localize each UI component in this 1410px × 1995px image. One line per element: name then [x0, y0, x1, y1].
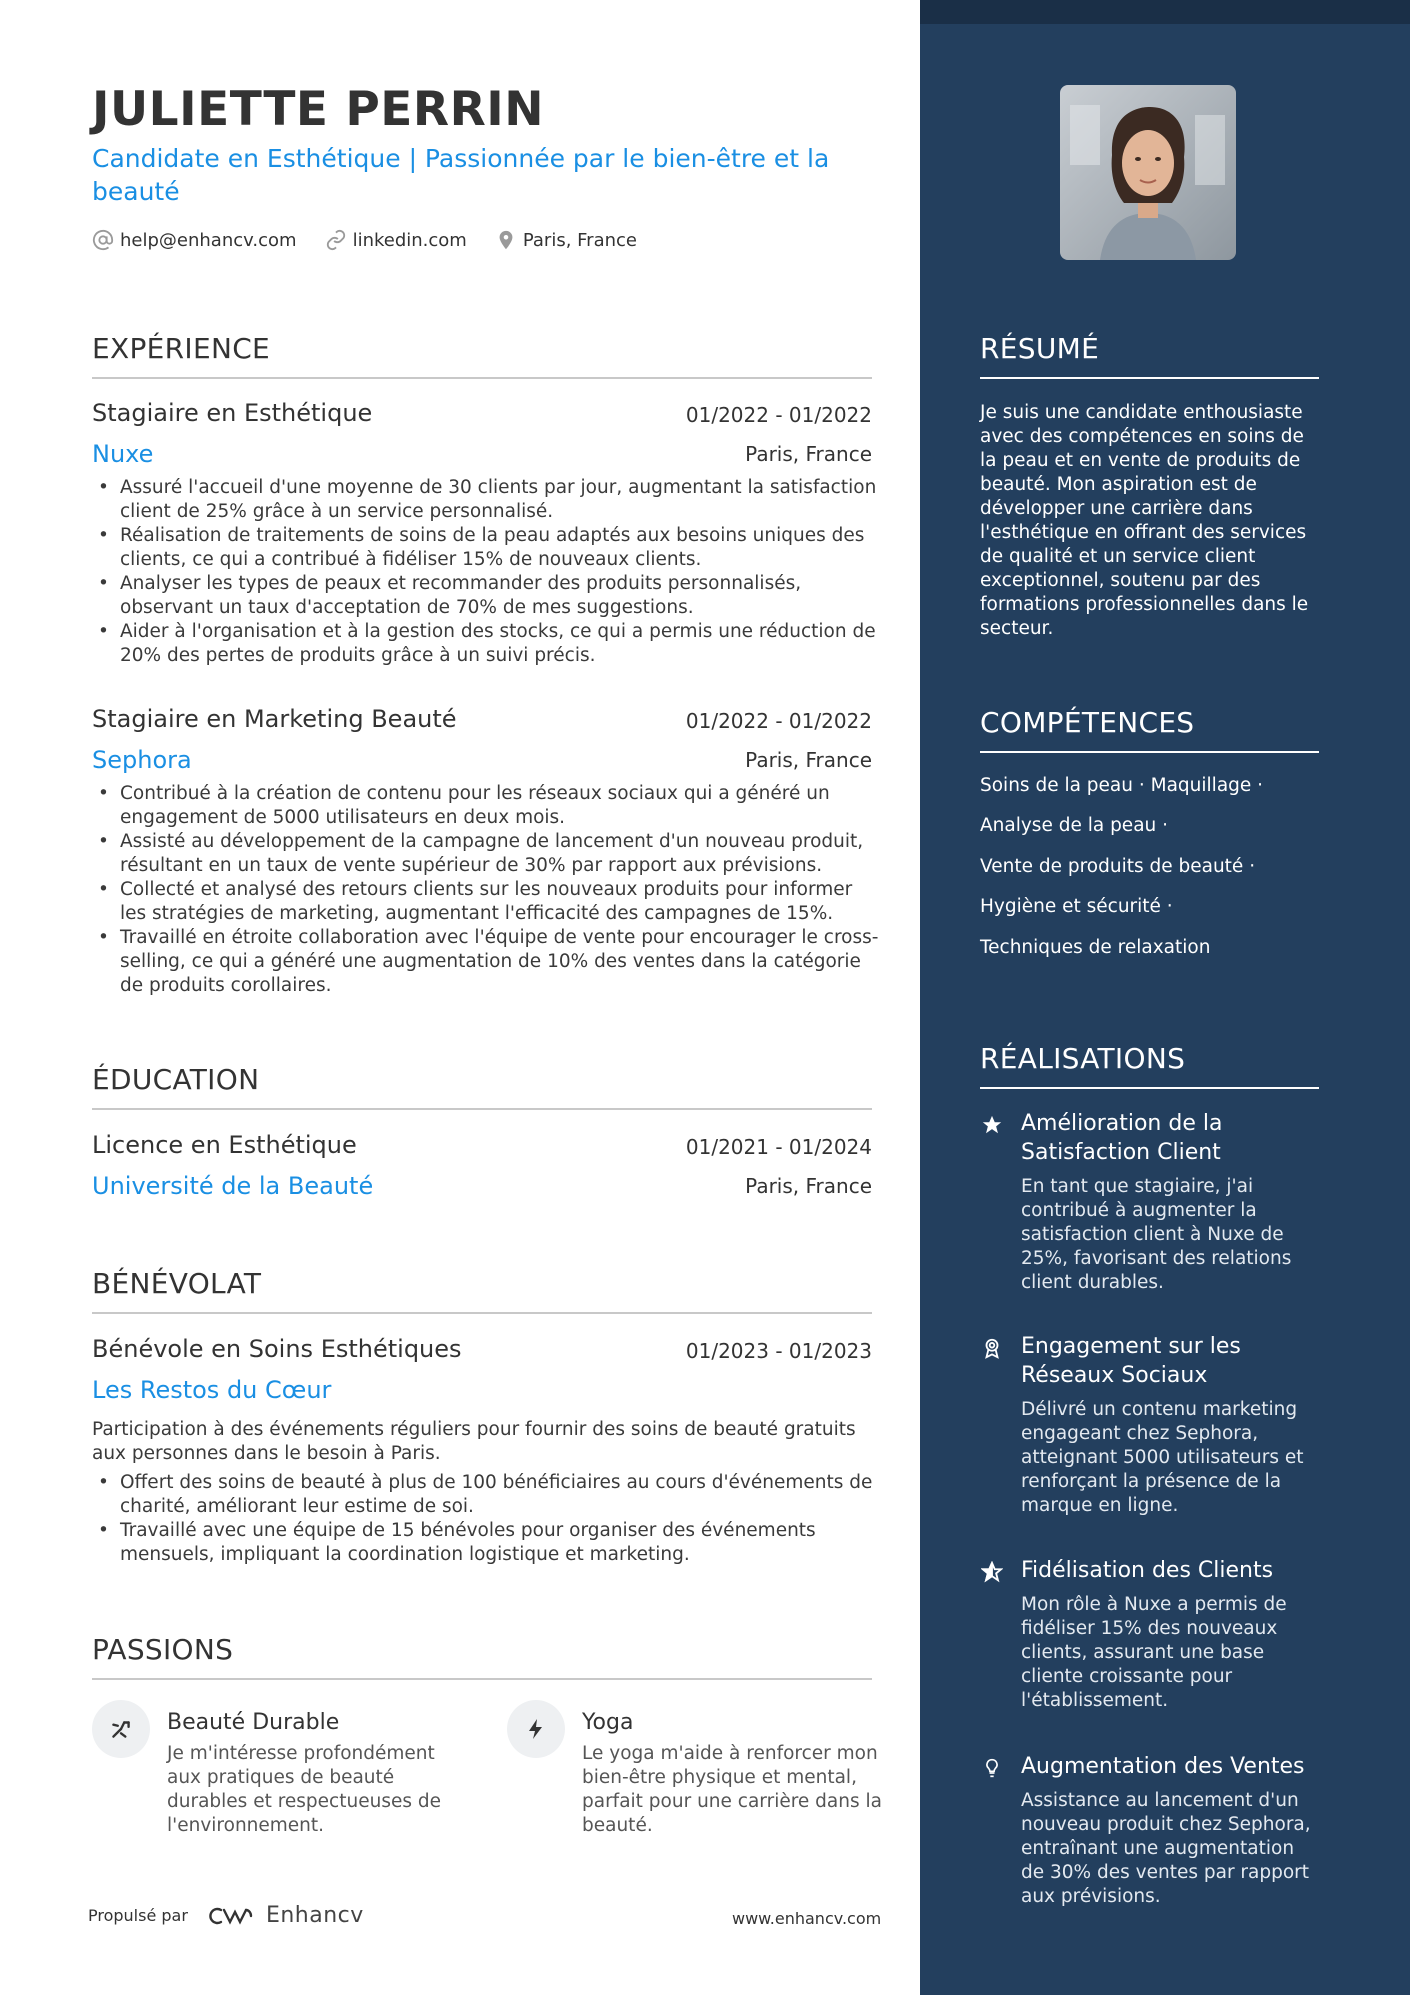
candidate-name: JULIETTE PERRIN — [92, 82, 545, 137]
experience-entry-1-header — [92, 399, 872, 433]
achievement-item-3 — [980, 1556, 1325, 1716]
list-item: • Contribué à la création de contenu pour les réseaux sociaux qui a généré un engagement de 5000 utilisateurs en deux mois. — [92, 782, 882, 830]
recycle-icon — [92, 1700, 150, 1758]
list-item: • Travaillé en étroite collaboration avec l'équipe de vente pour encourager le cross-selling, ce qui a généré une augmentation de 10% des ventes dans la catégorie de produits corollaires. — [92, 926, 882, 998]
achievement-item-1 — [980, 1109, 1325, 1299]
volunteering-bullets — [92, 1471, 882, 1567]
star-icon — [980, 1113, 1004, 1137]
volunteering-dates: 01/2023 - 01/2023 — [685, 1339, 872, 1363]
list-item: • Aider à l'organisation et à la gestion des stocks, ce qui a permis une réduction de 20% des pertes de produits grâce à un suivi précis. — [92, 620, 882, 668]
star-half-icon — [980, 1560, 1004, 1584]
contact-email-text: help@enhancv.com — [120, 229, 297, 251]
achievement-title: Fidélisation des Clients — [1021, 1558, 1274, 1583]
experience-section-title: EXPÉRIENCE — [92, 332, 872, 379]
contact-email[interactable] — [92, 229, 297, 251]
passion-title: Yoga — [582, 1710, 634, 1735]
experience-company[interactable]: Sephora — [92, 746, 192, 774]
achievement-title: Amélioration de la Satisfaction Client — [1021, 1111, 1223, 1165]
award-ribbon-icon — [980, 1336, 1004, 1360]
education-dates: 01/2021 - 01/2024 — [685, 1135, 872, 1159]
achievement-text: Mon rôle à Nuxe a permis de fidéliser 15% des nouveaux clients, assurant une base cliente croissante pour l'établissement. — [1021, 1594, 1287, 1711]
link-icon — [325, 229, 347, 251]
contact-bar — [92, 229, 665, 251]
volunteering-subheader — [92, 1376, 872, 1410]
experience-location: Paris, France — [745, 748, 872, 772]
candidate-tagline: Candidate en Esthétique | Passionnée par le bien-être et la beauté — [92, 144, 830, 206]
enhancv-logo-icon — [208, 1904, 256, 1928]
skills-section-title: COMPÉTENCES — [980, 706, 1319, 753]
education-location: Paris, France — [745, 1174, 872, 1198]
list-item: • Collecté et analysé des retours clients sur les nouveaux produits pour informer les stratégies de marketing, augmentant l'efficacité des campagnes de 15%. — [92, 878, 882, 926]
list-item: • Offert des soins de beauté à plus de 100 bénéficiaires au cours d'événements de charité, améliorant leur estime de soi. — [92, 1471, 882, 1519]
footer-website[interactable]: www.enhancv.com — [732, 1909, 882, 1928]
education-header — [92, 1131, 872, 1165]
lightbulb-icon — [980, 1756, 1004, 1780]
volunteering-description: Participation à des événements réguliers pour fournir des soins de beauté gratuits aux personnes dans le besoin à Paris. — [92, 1419, 856, 1464]
experience-location: Paris, France — [745, 442, 872, 466]
experience-entry-2-header — [92, 705, 872, 739]
passion-text: Je m'intéresse profondément aux pratiques de beauté durables et respectueuses de l'environnement. — [167, 1743, 441, 1836]
contact-linkedin[interactable] — [325, 229, 467, 251]
achievements-section-title: RÉALISATIONS — [980, 1042, 1319, 1089]
list-item: • Analyser les types de peaux et recommander des produits personnalisés, observant un taux d'acceptation de 70% de mes suggestions. — [92, 572, 882, 620]
achievement-item-4 — [980, 1752, 1325, 1912]
contact-linkedin-text: linkedin.com — [352, 229, 467, 251]
list-item: • Réalisation de traitements de soins de la peau adaptés aux besoins uniques des clients, ce qui a contribué à fidéliser 15% de nouveaux clients. — [92, 524, 882, 572]
at-icon — [92, 229, 114, 251]
volunteering-header — [92, 1335, 872, 1369]
education-section-title: ÉDUCATION — [92, 1063, 872, 1110]
experience-dates: 01/2022 - 01/2022 — [685, 709, 872, 733]
volunteering-role: Bénévole en Soins Esthétiques — [92, 1335, 462, 1363]
skill-line: Techniques de relaxation — [980, 937, 1211, 958]
list-item: • Assisté au développement de la campagne de lancement d'un nouveau produit, résultant en un taux de vente supérieur de 30% par rapport aux prévisions. — [92, 830, 882, 878]
passions-section-title: PASSIONS — [92, 1633, 872, 1680]
list-item: • Assuré l'accueil d'une moyenne de 30 clients par jour, augmentant la satisfaction client de 25% grâce à un service personnalisé. — [92, 476, 882, 524]
sidebar — [920, 0, 1410, 1995]
achievement-title: Engagement sur les Réseaux Sociaux — [1021, 1334, 1241, 1388]
contact-location-text: Paris, France — [522, 229, 637, 251]
education-degree: Licence en Esthétique — [92, 1131, 357, 1159]
volunteering-org[interactable]: Les Restos du Cœur — [92, 1376, 332, 1404]
passion-item-1 — [92, 1700, 472, 1840]
footer-powered-by-label: Propulsé par — [88, 1906, 188, 1925]
education-school[interactable]: Université de la Beauté — [92, 1172, 374, 1200]
experience-entry-1-bullets — [92, 476, 882, 668]
experience-role: Stagiaire en Esthétique — [92, 399, 373, 427]
skill-line: Vente de produits de beauté · — [980, 856, 1256, 877]
contact-location — [495, 229, 637, 251]
experience-entry-1-subheader — [92, 440, 872, 474]
skill-line: Hygiène et sécurité · — [980, 896, 1173, 917]
experience-entry-2-bullets — [92, 782, 882, 998]
skill-line: Analyse de la peau · — [980, 815, 1169, 836]
experience-role: Stagiaire en Marketing Beauté — [92, 705, 457, 733]
achievement-text: Délivré un contenu marketing engageant chez Sephora, atteignant 5000 utilisateurs et renforçant la présence de la marque en ligne. — [1021, 1399, 1304, 1516]
sidebar-top-bar — [920, 0, 1410, 24]
passion-title: Beauté Durable — [167, 1710, 340, 1735]
summary-text: Je suis une candidate enthousiaste avec des compétences en soins de la peau et en vente de produits de beauté. Mon aspiration est de développer une carrière dans l'esthétique en offrant des services de qualité et un service client exceptionnel, soutenu par des formations professionnelles dans le secteur. — [980, 402, 1309, 639]
footer-brand[interactable]: Enhancv — [265, 1903, 364, 1928]
education-subheader — [92, 1172, 872, 1206]
skill-line: Soins de la peau · Maquillage · — [980, 775, 1264, 796]
passion-text: Le yoga m'aide à renforcer mon bien-être physique et mental, parfait pour une carrière dans la beauté. — [582, 1743, 882, 1836]
location-pin-icon — [495, 229, 517, 251]
experience-company[interactable]: Nuxe — [92, 440, 154, 468]
achievement-item-2 — [980, 1332, 1325, 1522]
achievement-title: Augmentation des Ventes — [1021, 1754, 1305, 1779]
volunteering-section-title: BÉNÉVOLAT — [92, 1267, 872, 1314]
list-item: • Travaillé avec une équipe de 15 bénévoles pour organiser des événements mensuels, impliquant la coordination logistique et marketing. — [92, 1519, 882, 1567]
experience-dates: 01/2022 - 01/2022 — [685, 403, 872, 427]
achievement-text: En tant que stagiaire, j'ai contribué à augmenter la satisfaction client à Nuxe de 25%, favorisant des relations client durables. — [1021, 1176, 1292, 1293]
lightning-icon — [507, 1700, 565, 1758]
profile-photo — [1060, 85, 1236, 260]
footer-powered-by — [88, 1903, 364, 1928]
experience-entry-2-subheader — [92, 746, 872, 780]
passion-item-2 — [507, 1700, 887, 1840]
achievement-text: Assistance au lancement d'un nouveau produit chez Sephora, entraînant une augmentation de 30% des ventes par rapport aux prévisions. — [1021, 1790, 1311, 1907]
summary-section-title: RÉSUMÉ — [980, 332, 1319, 379]
